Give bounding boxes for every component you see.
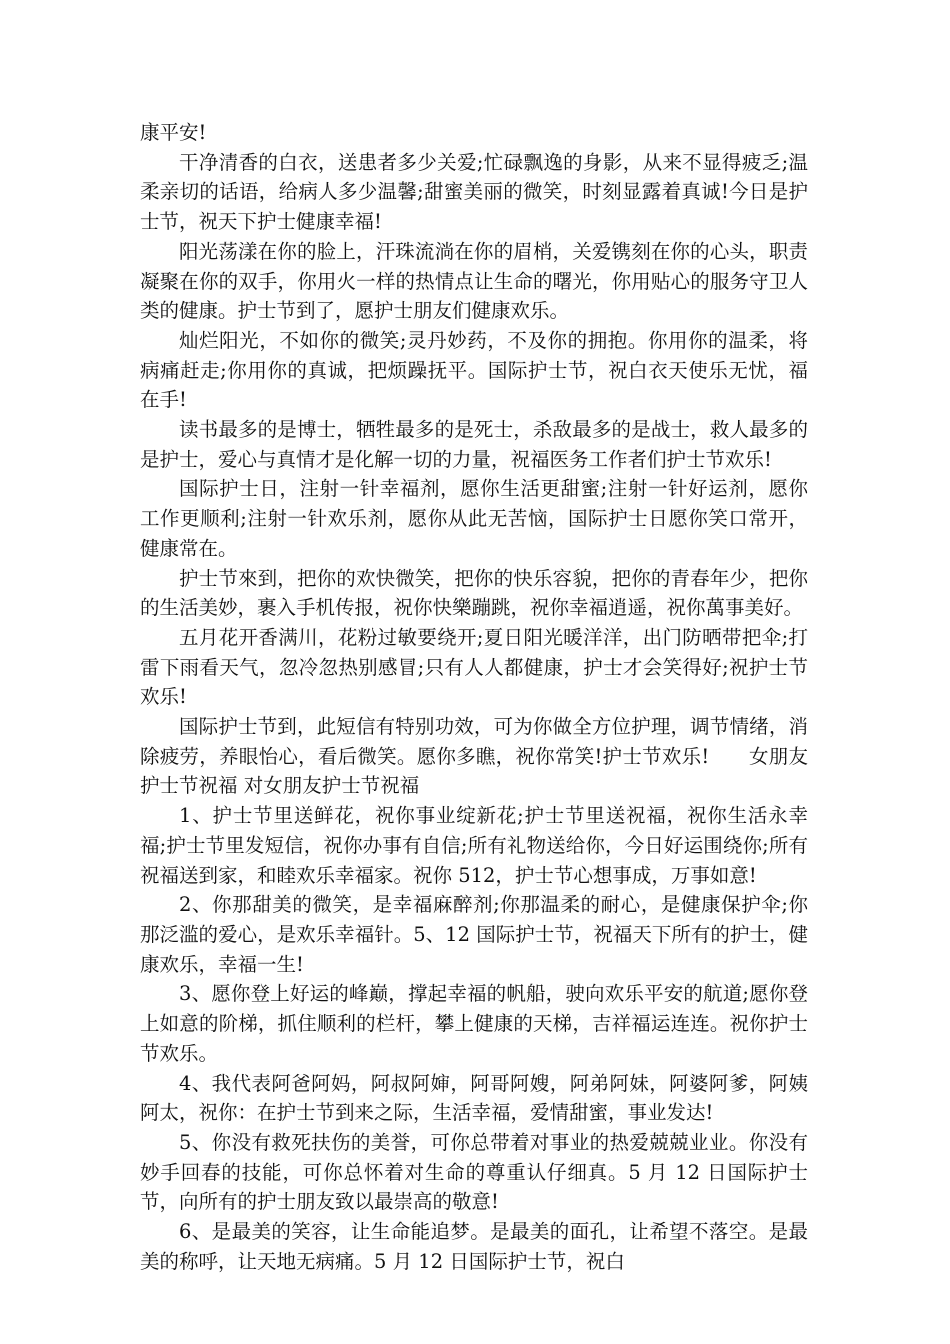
paragraph: 读书最多的是博士，牺牲最多的是死士，杀敌最多的是战士，救人最多的是护士，爱心与真情才是化解一切的力量，祝福医务工作者们护士节欢乐!	[140, 418, 808, 471]
paragraph: 阳光荡漾在你的脸上，汗珠流淌在你的眉梢，关爱镌刻在你的心头，职责凝聚在你的双手，你用火一样的热情点让生命的曙光，你用贴心的服务守卫人类的健康。护士节到了，愿护士朋友们健康欢乐。	[140, 239, 808, 323]
paragraph: 护士节來到，把你的欢快微笑，把你的快乐容貌，把你的青春年少，把你的生活美妙，裹入手机传报，祝你快樂蹦跳，祝你幸福逍遥，祝你萬事美好。	[140, 566, 808, 620]
paragraph: 灿烂阳光，不如你的微笑;灵丹妙药，不及你的拥抱。你用你的温柔，将病痛赶走;你用你的真诚，把烦躁抚平。国际护士节，祝白衣天使乐无忧，福在手!	[140, 328, 808, 412]
paragraph: 4、我代表阿爸阿妈，阿叔阿婶，阿哥阿嫂，阿弟阿妹，阿婆阿爹，阿姨阿太，祝你：在护士节到来之际，生活幸福，爱情甜蜜，事业发达!	[140, 1071, 808, 1125]
paragraph: 3、愿你登上好运的峰巅，撑起幸福的帆船，驶向欢乐平安的航道;愿你登上如意的阶梯，抓住顺利的栏杆，攀上健康的天梯，吉祥福运连连。祝你护士节欢乐。	[140, 982, 808, 1065]
paragraph: 5、你没有救死扶伤的美誉，可你总带着对事业的热爱兢兢业业。你没有妙手回春的技能，可你总怀着对生命的尊重认仔细真。5 月 12 日国际护士节，向所有的护士朋友致以最崇高的敬意!	[140, 1130, 808, 1214]
document-body	[140, 118, 808, 1276]
paragraph: 1、护士节里送鲜花，祝你事业绽新花;护士节里送祝福，祝你生活永幸福;护士节里发短信，祝你办事有自信;所有礼物送给你，今日好运围绕你;所有祝福送到家，和睦欢乐幸福家。祝你 512，护士节心想事成，万事如意!	[140, 804, 808, 887]
paragraph-continuation: 康平安!	[140, 121, 207, 144]
paragraph: 2、你那甜美的微笑，是幸福麻醉剂;你那温柔的耐心，是健康保护伞;你那泛滥的爱心，是欢乐幸福针。5、12 国际护士节，祝福天下所有的护士，健康欢乐，幸福一生!	[140, 893, 808, 976]
paragraph: 干净清香的白衣，送患者多少关爱;忙碌飘逸的身影，从来不显得疲乏;温柔亲切的话语，给病人多少温馨;甜蜜美丽的微笑，时刻显露着真诚!今日是护士节，祝天下护士健康幸福!	[140, 150, 808, 234]
paragraph: 五月花开香满川，花粉过敏要绕开;夏日阳光暖洋洋，出门防晒带把伞;打雷下雨看天气，忽冷忽热别感冒;只有人人都健康，护士才会笑得好;祝护士节欢乐!	[140, 625, 808, 709]
paragraph: 国际护士日，注射一针幸福剂，愿你生活更甜蜜;注射一针好运剂，愿你工作更顺利;注射一针欢乐剂，愿你从此无苦恼，国际护士日愿你笑口常开，健康常在。	[140, 477, 808, 560]
paragraph: 国际护士节到，此短信有特别功效，可为你做全方位护理，调节情绪，消除疲劳，养眼怡心，看后微笑。愿你多瞧，祝你常笑!护士节欢乐! 女朋友护士节祝福 对女朋友护士节祝福	[140, 715, 808, 798]
paragraph: 6、是最美的笑容，让生命能追梦。是最美的面孔，让希望不落空。是最美的称呼，让天地无病痛。5 月 12 日国际护士节，祝白	[140, 1220, 808, 1273]
